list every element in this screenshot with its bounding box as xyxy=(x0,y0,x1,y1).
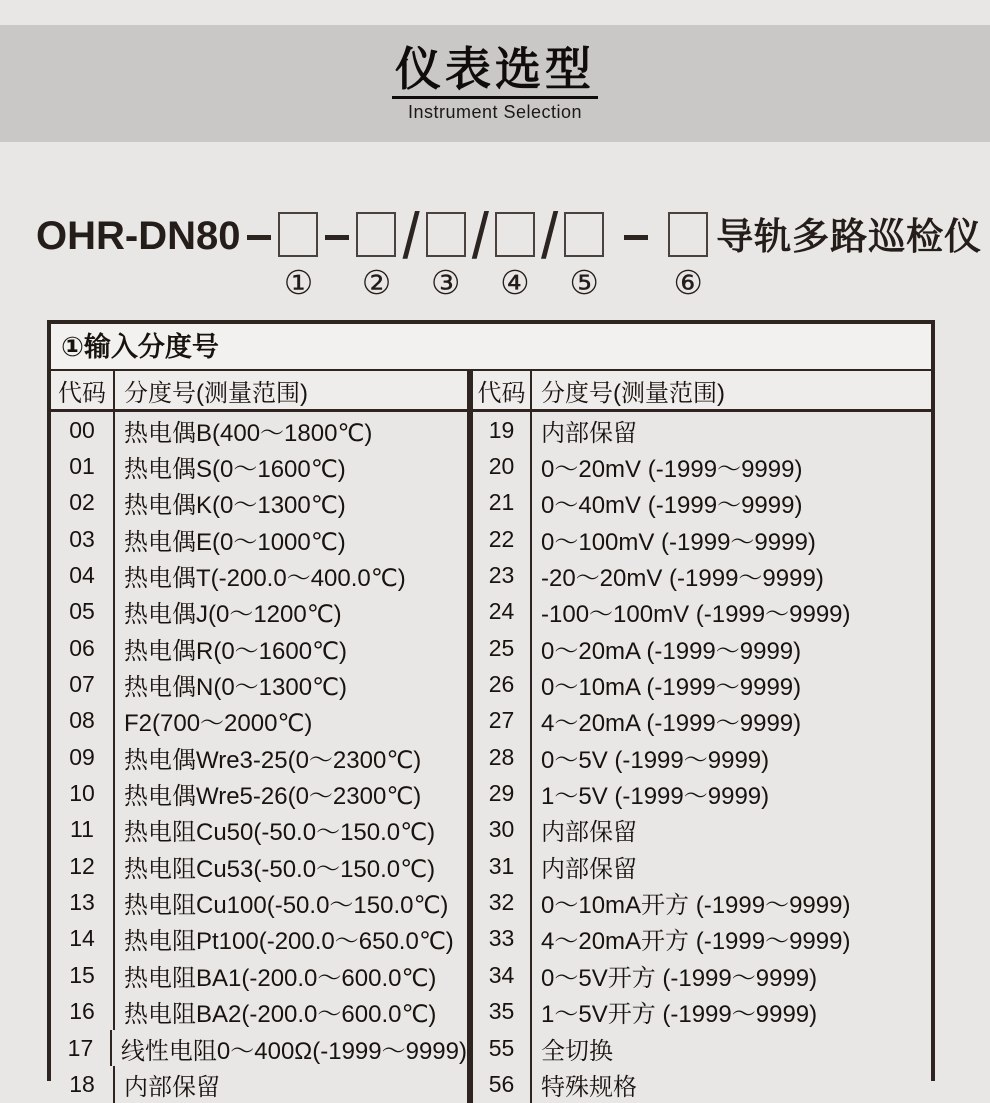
row-range: 0～40mV (-1999～9999) xyxy=(541,492,803,520)
row-code: 31 xyxy=(473,848,532,884)
table-row xyxy=(473,630,931,666)
row-code: 24 xyxy=(473,594,532,630)
table-row xyxy=(473,994,931,1030)
row-code: 16 xyxy=(51,994,115,1030)
table-row xyxy=(473,594,931,630)
slash-separator: / xyxy=(540,200,559,273)
row-code: 21 xyxy=(473,485,532,521)
code-box-3 xyxy=(426,212,466,257)
code-box-5 xyxy=(564,212,604,257)
row-code: 01 xyxy=(51,448,115,484)
position-label-4: ④ xyxy=(500,264,530,301)
row-code: 05 xyxy=(51,594,115,630)
code-box-6 xyxy=(668,212,708,257)
row-code: 15 xyxy=(51,957,115,993)
table-row xyxy=(51,739,467,775)
table-title: ①输入分度号 xyxy=(51,324,931,371)
row-code: 17 xyxy=(51,1030,112,1066)
table-row xyxy=(473,1030,931,1066)
row-code: 55 xyxy=(473,1030,532,1066)
table-row xyxy=(51,594,467,630)
model-suffix: 导轨多路巡检仪 xyxy=(716,216,983,257)
row-range: 热电阻Pt100(-200.0～650.0℃) xyxy=(124,928,454,956)
row-range: 内部保留 xyxy=(541,819,637,847)
row-range: 0～5V开方 (-1999～9999) xyxy=(541,964,818,992)
model-slot-3 xyxy=(426,212,466,299)
row-range: -20～20mV (-1999～9999) xyxy=(541,565,824,593)
table-row xyxy=(51,521,467,557)
row-range: 热电阻BA1(-200.0～600.0℃) xyxy=(124,964,437,992)
model-slot-4 xyxy=(495,212,535,299)
row-code: 18 xyxy=(51,1066,115,1102)
table-row xyxy=(51,666,467,702)
row-code: 27 xyxy=(473,703,532,739)
code-box-4 xyxy=(495,212,535,257)
table-row xyxy=(473,412,931,448)
row-code: 25 xyxy=(473,630,532,666)
table-row xyxy=(473,884,931,920)
row-code: 02 xyxy=(51,485,115,521)
row-code: 26 xyxy=(473,666,532,702)
row-range: 热电偶T(-200.0～400.0℃) xyxy=(124,565,406,593)
row-range: 特殊规格 xyxy=(541,1073,637,1101)
code-box-1 xyxy=(278,212,318,257)
row-range: 0～5V (-1999～9999) xyxy=(541,746,770,774)
table-left-half xyxy=(51,412,467,1103)
table-row xyxy=(51,630,467,666)
row-range: 热电偶J(0～1200℃) xyxy=(124,601,342,629)
table-row xyxy=(51,848,467,884)
row-code: 35 xyxy=(473,994,532,1030)
row-code: 12 xyxy=(51,848,115,884)
header-band xyxy=(0,25,990,142)
row-range: 热电偶E(0～1000℃) xyxy=(124,528,346,556)
row-code: 23 xyxy=(473,557,532,593)
col-header-range-right: 分度号(测量范围) xyxy=(541,379,725,407)
table-row xyxy=(51,957,467,993)
page-subtitle: Instrument Selection xyxy=(407,101,583,122)
row-code: 00 xyxy=(51,412,115,448)
row-code: 03 xyxy=(51,521,115,557)
row-range: 热电偶S(0～1600℃) xyxy=(124,456,346,484)
row-code: 34 xyxy=(473,957,532,993)
table-row xyxy=(473,812,931,848)
col-header-range-left: 分度号(测量范围) xyxy=(124,379,308,407)
table-row xyxy=(473,557,931,593)
table-column-header xyxy=(51,371,931,412)
row-code: 14 xyxy=(51,921,115,957)
row-range: 1～5V开方 (-1999～9999) xyxy=(541,1001,818,1029)
row-code: 10 xyxy=(51,775,115,811)
table-row xyxy=(51,812,467,848)
table-row xyxy=(473,521,931,557)
table-row xyxy=(473,1066,931,1102)
position-label-3: ③ xyxy=(430,264,461,301)
row-range: 热电偶K(0～1300℃) xyxy=(124,492,346,520)
position-label-6: ⑥ xyxy=(673,264,703,301)
row-range: 热电阻BA2(-200.0～600.0℃) xyxy=(124,1001,437,1029)
dash-separator xyxy=(325,235,349,240)
row-range: F2(700～2000℃) xyxy=(124,710,313,738)
col-header-code-right: 代码 xyxy=(473,371,532,409)
col-header-code-left: 代码 xyxy=(51,371,115,409)
model-slot-5 xyxy=(564,212,604,299)
row-range: 内部保留 xyxy=(124,1073,220,1101)
table-row xyxy=(473,448,931,484)
code-box-2 xyxy=(356,212,396,257)
position-label-5: ⑤ xyxy=(569,264,599,301)
table-row xyxy=(51,703,467,739)
row-range: 0～10mA (-1999～9999) xyxy=(541,674,802,702)
table-row xyxy=(51,412,467,448)
row-code: 32 xyxy=(473,884,532,920)
page-title: 仪表选型 xyxy=(392,44,598,99)
table-row xyxy=(51,557,467,593)
table-row xyxy=(473,921,931,957)
table-row xyxy=(51,485,467,521)
table-body xyxy=(51,412,931,1103)
model-slot-1 xyxy=(278,212,318,299)
row-range: 热电偶N(0～1300℃) xyxy=(124,674,348,702)
table-row xyxy=(473,703,931,739)
table-row xyxy=(473,739,931,775)
slash-separator: / xyxy=(402,200,420,273)
table-row xyxy=(51,1066,467,1102)
row-range: 热电偶R(0～1600℃) xyxy=(124,637,348,665)
row-range: 热电阻Cu100(-50.0～150.0℃) xyxy=(124,892,449,920)
row-code: 29 xyxy=(473,775,532,811)
row-code: 07 xyxy=(51,666,115,702)
row-code: 20 xyxy=(473,448,532,484)
dash-separator xyxy=(247,235,271,240)
row-range: 4～20mA开方 (-1999～9999) xyxy=(541,928,851,956)
row-range: 内部保留 xyxy=(541,855,637,883)
row-range: 热电偶Wre3-25(0～2300℃) xyxy=(124,746,422,774)
dash-separator xyxy=(624,235,648,240)
row-code: 33 xyxy=(473,921,532,957)
table-row xyxy=(51,448,467,484)
row-range: 0～100mV (-1999～9999) xyxy=(541,528,816,556)
row-code: 22 xyxy=(473,521,532,557)
row-range: 内部保留 xyxy=(541,419,637,447)
row-range: 热电阻Cu50(-50.0～150.0℃) xyxy=(124,819,436,847)
table-row xyxy=(473,485,931,521)
table-row xyxy=(51,921,467,957)
row-code: 09 xyxy=(51,739,115,775)
model-code-diagram xyxy=(36,200,983,301)
row-range: 4～20mA (-1999～9999) xyxy=(541,710,802,738)
input-graduation-table xyxy=(47,320,935,1101)
table-row xyxy=(51,1030,467,1066)
position-label-1: ① xyxy=(283,264,314,301)
row-range: 全切换 xyxy=(541,1037,613,1065)
table-row xyxy=(51,994,467,1030)
row-code: 30 xyxy=(473,812,532,848)
row-code: 06 xyxy=(51,630,115,666)
position-label-2: ② xyxy=(361,264,392,301)
row-range: -100～100mV (-1999～9999) xyxy=(541,601,851,629)
row-range: 线性电阻0～400Ω(-1999～9999) xyxy=(120,1037,467,1065)
row-range: 0～10mA开方 (-1999～9999) xyxy=(541,892,851,920)
row-code: 04 xyxy=(51,557,115,593)
row-code: 13 xyxy=(51,884,115,920)
row-range: 热电偶B(400～1800℃) xyxy=(124,419,373,447)
row-code: 11 xyxy=(51,812,115,848)
row-range: 1～5V (-1999～9999) xyxy=(541,783,770,811)
model-slot-2 xyxy=(356,212,396,299)
table-row xyxy=(51,775,467,811)
table-row xyxy=(473,848,931,884)
row-range: 0～20mV (-1999～9999) xyxy=(541,456,803,484)
table-row xyxy=(473,666,931,702)
model-prefix: OHR-DN80 xyxy=(36,214,241,258)
row-range: 0～20mA (-1999～9999) xyxy=(541,637,802,665)
row-code: 08 xyxy=(51,703,115,739)
row-range: 热电阻Cu53(-50.0～150.0℃) xyxy=(124,855,436,883)
row-code: 56 xyxy=(473,1066,532,1102)
slash-separator: / xyxy=(471,200,489,273)
table-right-half xyxy=(473,412,931,1103)
model-slot-6 xyxy=(668,212,708,299)
row-code: 28 xyxy=(473,739,532,775)
table-row xyxy=(473,775,931,811)
row-code: 19 xyxy=(473,412,532,448)
table-row xyxy=(473,957,931,993)
row-range: 热电偶Wre5-26(0～2300℃) xyxy=(124,783,422,811)
table-row xyxy=(51,884,467,920)
